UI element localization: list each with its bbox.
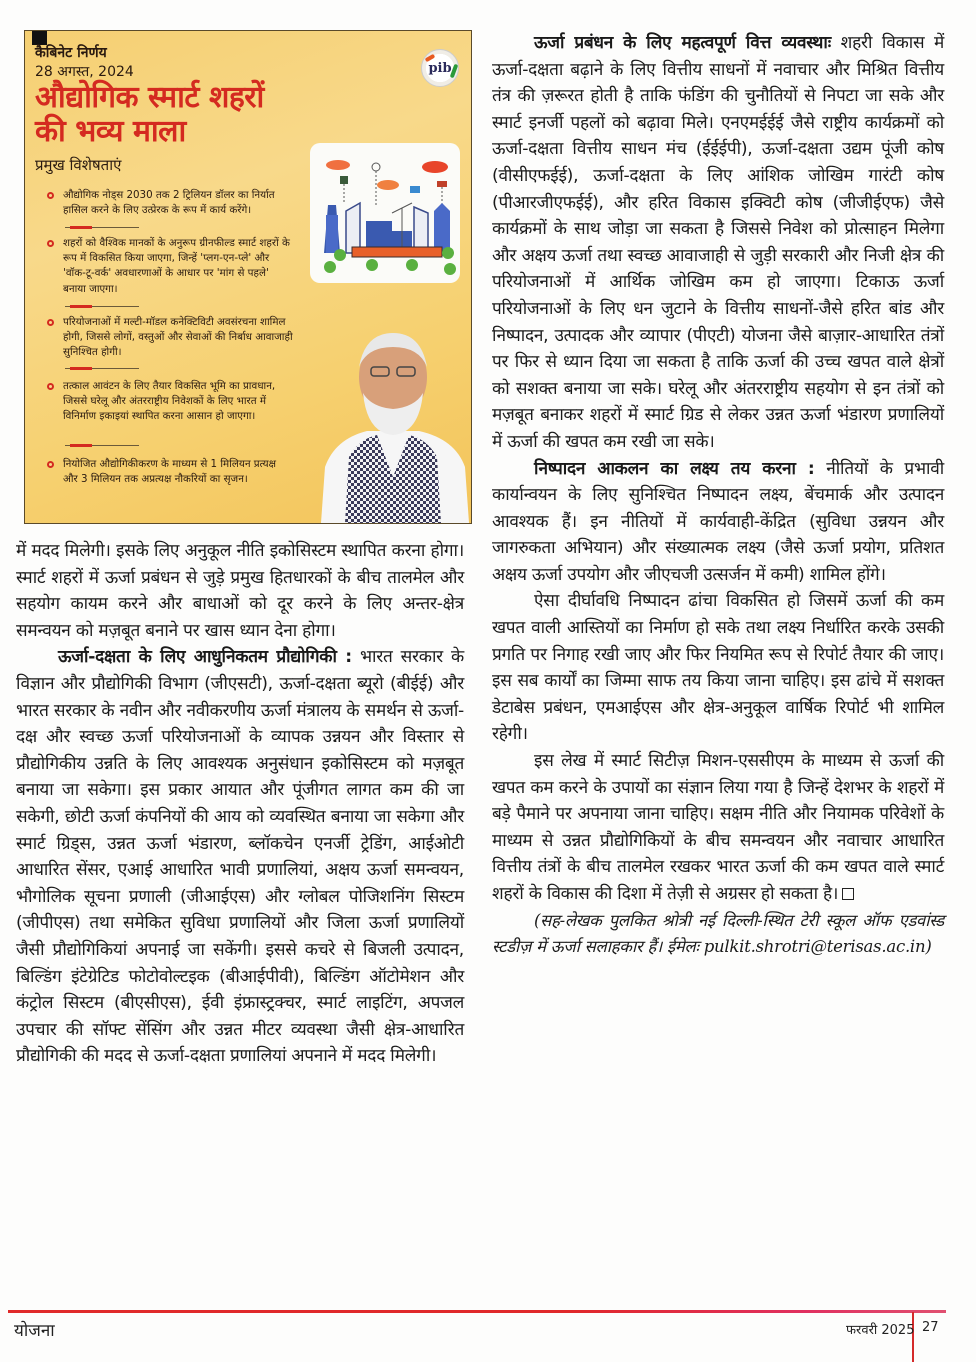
feature-divider: [65, 445, 139, 446]
left-column-article: [16, 538, 464, 1070]
feature-text: तत्काल आवंटन के लिए तैयार विकसित भूमि का प्रावधान, जिससे घरेलू और अंतरराष्ट्रीय निवेशकों के लिए भारत में विनिर्माण इकाइयां स्थापित करना आसान हो जाएगा।: [63, 380, 276, 423]
paragraph: [16, 644, 464, 1070]
feature-divider: [65, 306, 139, 307]
cabinet-decision-infographic: [24, 30, 472, 524]
section-heading: ऊर्जा-दक्षता के लिए आधुनिकतम प्रौद्योगिकी :: [58, 647, 352, 668]
feature-item: [63, 457, 293, 487]
author-byline: (सह-लेखक पुलकित श्रोत्री नई दिल्ली-स्थित टेरी स्कूल ऑफ एडवांस्ड स्टडीज़ में ऊर्जा सलाहकार हैं। ईमेलः pulkit.shrotri@terisas.ac.in): [492, 910, 944, 957]
paragraph: [492, 30, 944, 456]
paragraph: [492, 748, 944, 908]
paragraph: में मदद मिलेगी। इसके लिए अनुकूल नीति इकोसिस्टम स्थापित करना होगा। स्मार्ट शहरों में ऊर्जा प्रबंधन से जुड़े प्रमुख हितधारकों के बीच तालमेल और सहयोग कायम करने और बाधाओं को दूर करने के लिए अन्तर-क्षेत्र समन्वयन को मज़बूत बनाने पर खास ध्यान देना होगा।: [16, 541, 464, 641]
section-heading: ऊर्जा प्रबंधन के लिए महत्वपूर्ण वित्त व्यवस्थाः: [534, 33, 832, 53]
corner-marker: [32, 30, 47, 45]
feature-text: औद्योगिक नोड्स 2030 तक 2 ट्रिलियन डॉलर का निर्यात हासिल करने के लिए उत्प्रेरक के रूप में कार्य करेंगे।: [63, 189, 275, 217]
magazine-name: योजना: [14, 1321, 55, 1341]
bullet-icon: [47, 319, 54, 326]
portrait-icon: [315, 327, 471, 523]
feature-divider: [65, 227, 139, 228]
features-heading: प्रमुख विशेषताएं: [35, 156, 122, 174]
paragraph: [492, 456, 944, 589]
paragraph-body: इस लेख में स्मार्ट सिटीज़ मिशन-एससीएम के माध्यम से ऊर्जा की खपत कम करने के उपायों का संज्ञान लिया गया है जिन्हें देशभर के शहरों में बड़े पैमाने पर अपनाया जाना चाहिए। सक्षम नीति और नियामक परिवेशों के माध्यम से उन्नत प्रौद्योगिकियों के बीच समन्वयन और नवाचार आधारित वित्तीय तंत्रों के बीच तालमेल रखकर भारत ऊर्जा की कम खपत वाले स्मार्ट शहरों के विकास की दिशा में तेज़ी से अग्रसर हो सकता है।: [492, 751, 944, 904]
feature-text: परियोजनाओं में मल्टी-मॉडल कनेक्टिविटी अवसंरचना शामिल होगी, जिससे लोगों, वस्तुओं और सेवाओं की निर्बाध आवाजाही सुनिश्चित होगी।: [63, 316, 293, 359]
feature-text: शहरों को वैश्विक मानकों के अनुरूप ग्रीनफील्ड स्मार्ट शहरों के रूप में विकसित किया जाएगा, जिन्हें 'प्लग-एन-प्ले' और 'वॉक-टू-वर्क' अवधारणाओं के आधार पर 'मांग से पहले' बनाया जाएगा।: [63, 237, 290, 295]
feature-item: [63, 188, 293, 218]
paragraph-body: शहरी विकास में ऊर्जा-दक्षता बढ़ाने के लिए वित्तीय साधनों में नवाचार और मिश्रित वित्तीय तंत्र की ज़रूरत होती है ताकि फंडिंग की चुनौतियों से निपटा जा सके और स्मार्ट इनर्जी पहलों को बढ़ावा मिले। एनएमईईई जैसे राष्ट्रीय कार्यक्रमों को ऊर्जा-दक्षता वित्तीय साधन मंच (ईईईपी), ऊर्जा-दक्षता उद्यम पूंजी कोष (वीसीएफईई), ऊर्जा-दक्षता के लिए आंशिक जोखिम गारंटी कोष (पीआरजीएफईई), और हरित विकास इक्विटी कोष (जीजीईएफ) जैसे कार्यक्रमों के साथ जोड़ा जा सकता है जिससे निवेश को प्रोत्साहन मिलेगा और अक्षय ऊर्जा तथा स्वच्छ आवाजाही से जुड़ी सरकारी और निजी क्षेत्र की परियोजनाओं में आर्थिक जोखिम कम हो जाएगा। टिकाऊ ऊर्जा परियोजनाओं के लिए धन जुटाने के वित्तीय साधनों-जैसे हरित बांड और निष्पादन, उत्पादक और व्यापार (पीएटी) योजना जैसे बाज़ार-आधारित तंत्रों पर फिर से ध्यान दिया जा सकता है ताकि ऊर्जा की उच्च खपत वाले क्षेत्रों को सशक्त बनाया जा सके। घरेलू और अंतरराष्ट्रीय सहयोग से इन तंत्रों को मज़बूत बनाकर शहरों में स्मार्ट ग्रिड से लेकर उन्नत ऊर्जा भंडारण प्रणालियों में ऊर्जा की खपत कम रखी जा सके।: [492, 33, 944, 452]
paragraph-body: भारत सरकार के विज्ञान और प्रौद्योगिकी विभाग (जीएसटी), ऊर्जा-दक्षता ब्यूरो (बीईई) और भारत सरकार के नवीन और नवीकरणीय ऊर्जा मंत्रालय के समर्थन से ऊर्जा-दक्ष और स्वच्छ ऊर्जा परियोजनाओं के व्यापक उन्नयन और विस्तार से प्रौद्योगिकीय उन्नति के लिए आवश्यक अनुसंधान इकोसिस्टम को मज़बूत बनाया जा सकेगा। इस प्रकार आयात और पूंजीगत लागत कम की जा सकेगी, छोटी ऊर्जा कंपनियों की आय को व्यवस्थित बनाया जा सकेगा और स्मार्ट ग्रिड्स, उन्नत ऊर्जा भंडारण, ब्लॉकचेन एनर्जी ट्रेडिंग, आईओटी आधारित सेंसर, एआई आधारित भावी प्रणालियां, अक्षय ऊर्जा समन्वयन, भौगोलिक सूचना प्रणाली (जीआईएस) और ग्लोबल पोजिशनिंग सिस्टम (जीपीएस) तथा समेकित सुविधा प्रणालियों और जिला ऊर्जा प्रणालियों जैसी प्रौद्योगिकियां अपनाई जा सकेंगी। इससे कचरे से बिजली उत्पादन, बिल्डिंग इंटेग्रेटिड फोटोवोल्टइक (बीआईपीवी), बिल्डिंग ऑटोमेशन और कंट्रोल सिस्टम (बीएसीएस), ईवी इंफ्रास्ट्रक्चर, स्मार्ट लाइटिंग, अपजल उपचार की सॉफ्ट सेंसिंग और उन्नत मीटर व्यवस्था जैसी क्षेत्र-आधारित प्रौद्योगिकी की मदद से ऊर्जा-दक्षता प्रणालियां अपनाने में मदद मिलेगी।: [16, 647, 464, 1067]
city-skyline-icon: [310, 143, 460, 283]
bullet-icon: [47, 461, 54, 468]
paragraph-body: नीतियों के प्रभावी कार्यान्वयन के लिए सुनिश्चित निष्पादन लक्ष्य, बेंचमार्क और उत्पादन आवश्यक हैं। इन नीतियों में कार्यवाही-केंद्रित (सुविधा उन्नयन और जागरुकता अभियान) और संख्यात्मक लक्ष्य (जैसे ऊर्जा प्रयोग, प्रतिशत अक्षय ऊर्जा उपयोग और जीएचजी उत्सर्जन में कमी) शामिल होंगे।: [492, 458, 944, 585]
feature-divider: [65, 368, 139, 369]
issue-date: फरवरी 2025: [846, 1323, 915, 1338]
feature-item: [63, 236, 293, 297]
infographic-date: 28 अगस्त, 2024: [35, 64, 134, 80]
feature-text: नियोजित औद्योगिकीकरण के माध्यम से 1 मिलियन प्रत्यक्ष और 3 मिलियन तक अप्रत्यक्ष नौकरियों का सृजन।: [63, 458, 277, 486]
feature-item: [63, 315, 293, 361]
infographic-eyebrow: कैबिनेट निर्णय: [35, 45, 107, 61]
leader-portrait-photo: [315, 327, 471, 523]
pib-logo-icon: [421, 49, 459, 87]
pib-logo-text: pib: [428, 60, 452, 76]
end-mark-square-icon: [842, 888, 854, 900]
title-line-1: औद्योगिक स्मार्ट शहरों: [35, 80, 264, 115]
bullet-icon: [47, 192, 54, 199]
paragraph: ऐसा दीर्घावधि निष्पादन ढांचा विकसित हो जिसमें ऊर्जा की कम खपत वाली आस्तियों का निर्माण हो सके तथा लक्ष्य निर्धारित करके उसकी प्रगति पर निगाह रखी जाए और फिर नियमित रूप से रिपोर्ट तैयार की जाए। इस सब कार्यों का जिम्मा साफ तय किया जाना चाहिए। इस ढांचे में सशक्त डेटाबेस प्रबंधन, एमआईएस और क्षेत्र-अनुकूल वार्षिक रिपोर्ट भी शामिल रहेगी।: [492, 591, 944, 745]
section-heading: निष्पादन आकलन का लक्ष्य तय करना :: [534, 458, 815, 479]
right-column-article: [492, 30, 944, 961]
feature-item: [63, 379, 293, 425]
page-number: 27: [922, 1320, 939, 1335]
smart-city-illustration: [310, 143, 460, 283]
title-line-2: की भव्य माला: [35, 114, 186, 149]
bullet-icon: [47, 383, 54, 390]
infographic-title: [35, 81, 264, 149]
footer-rule: [8, 1310, 946, 1313]
bullet-icon: [47, 240, 54, 247]
